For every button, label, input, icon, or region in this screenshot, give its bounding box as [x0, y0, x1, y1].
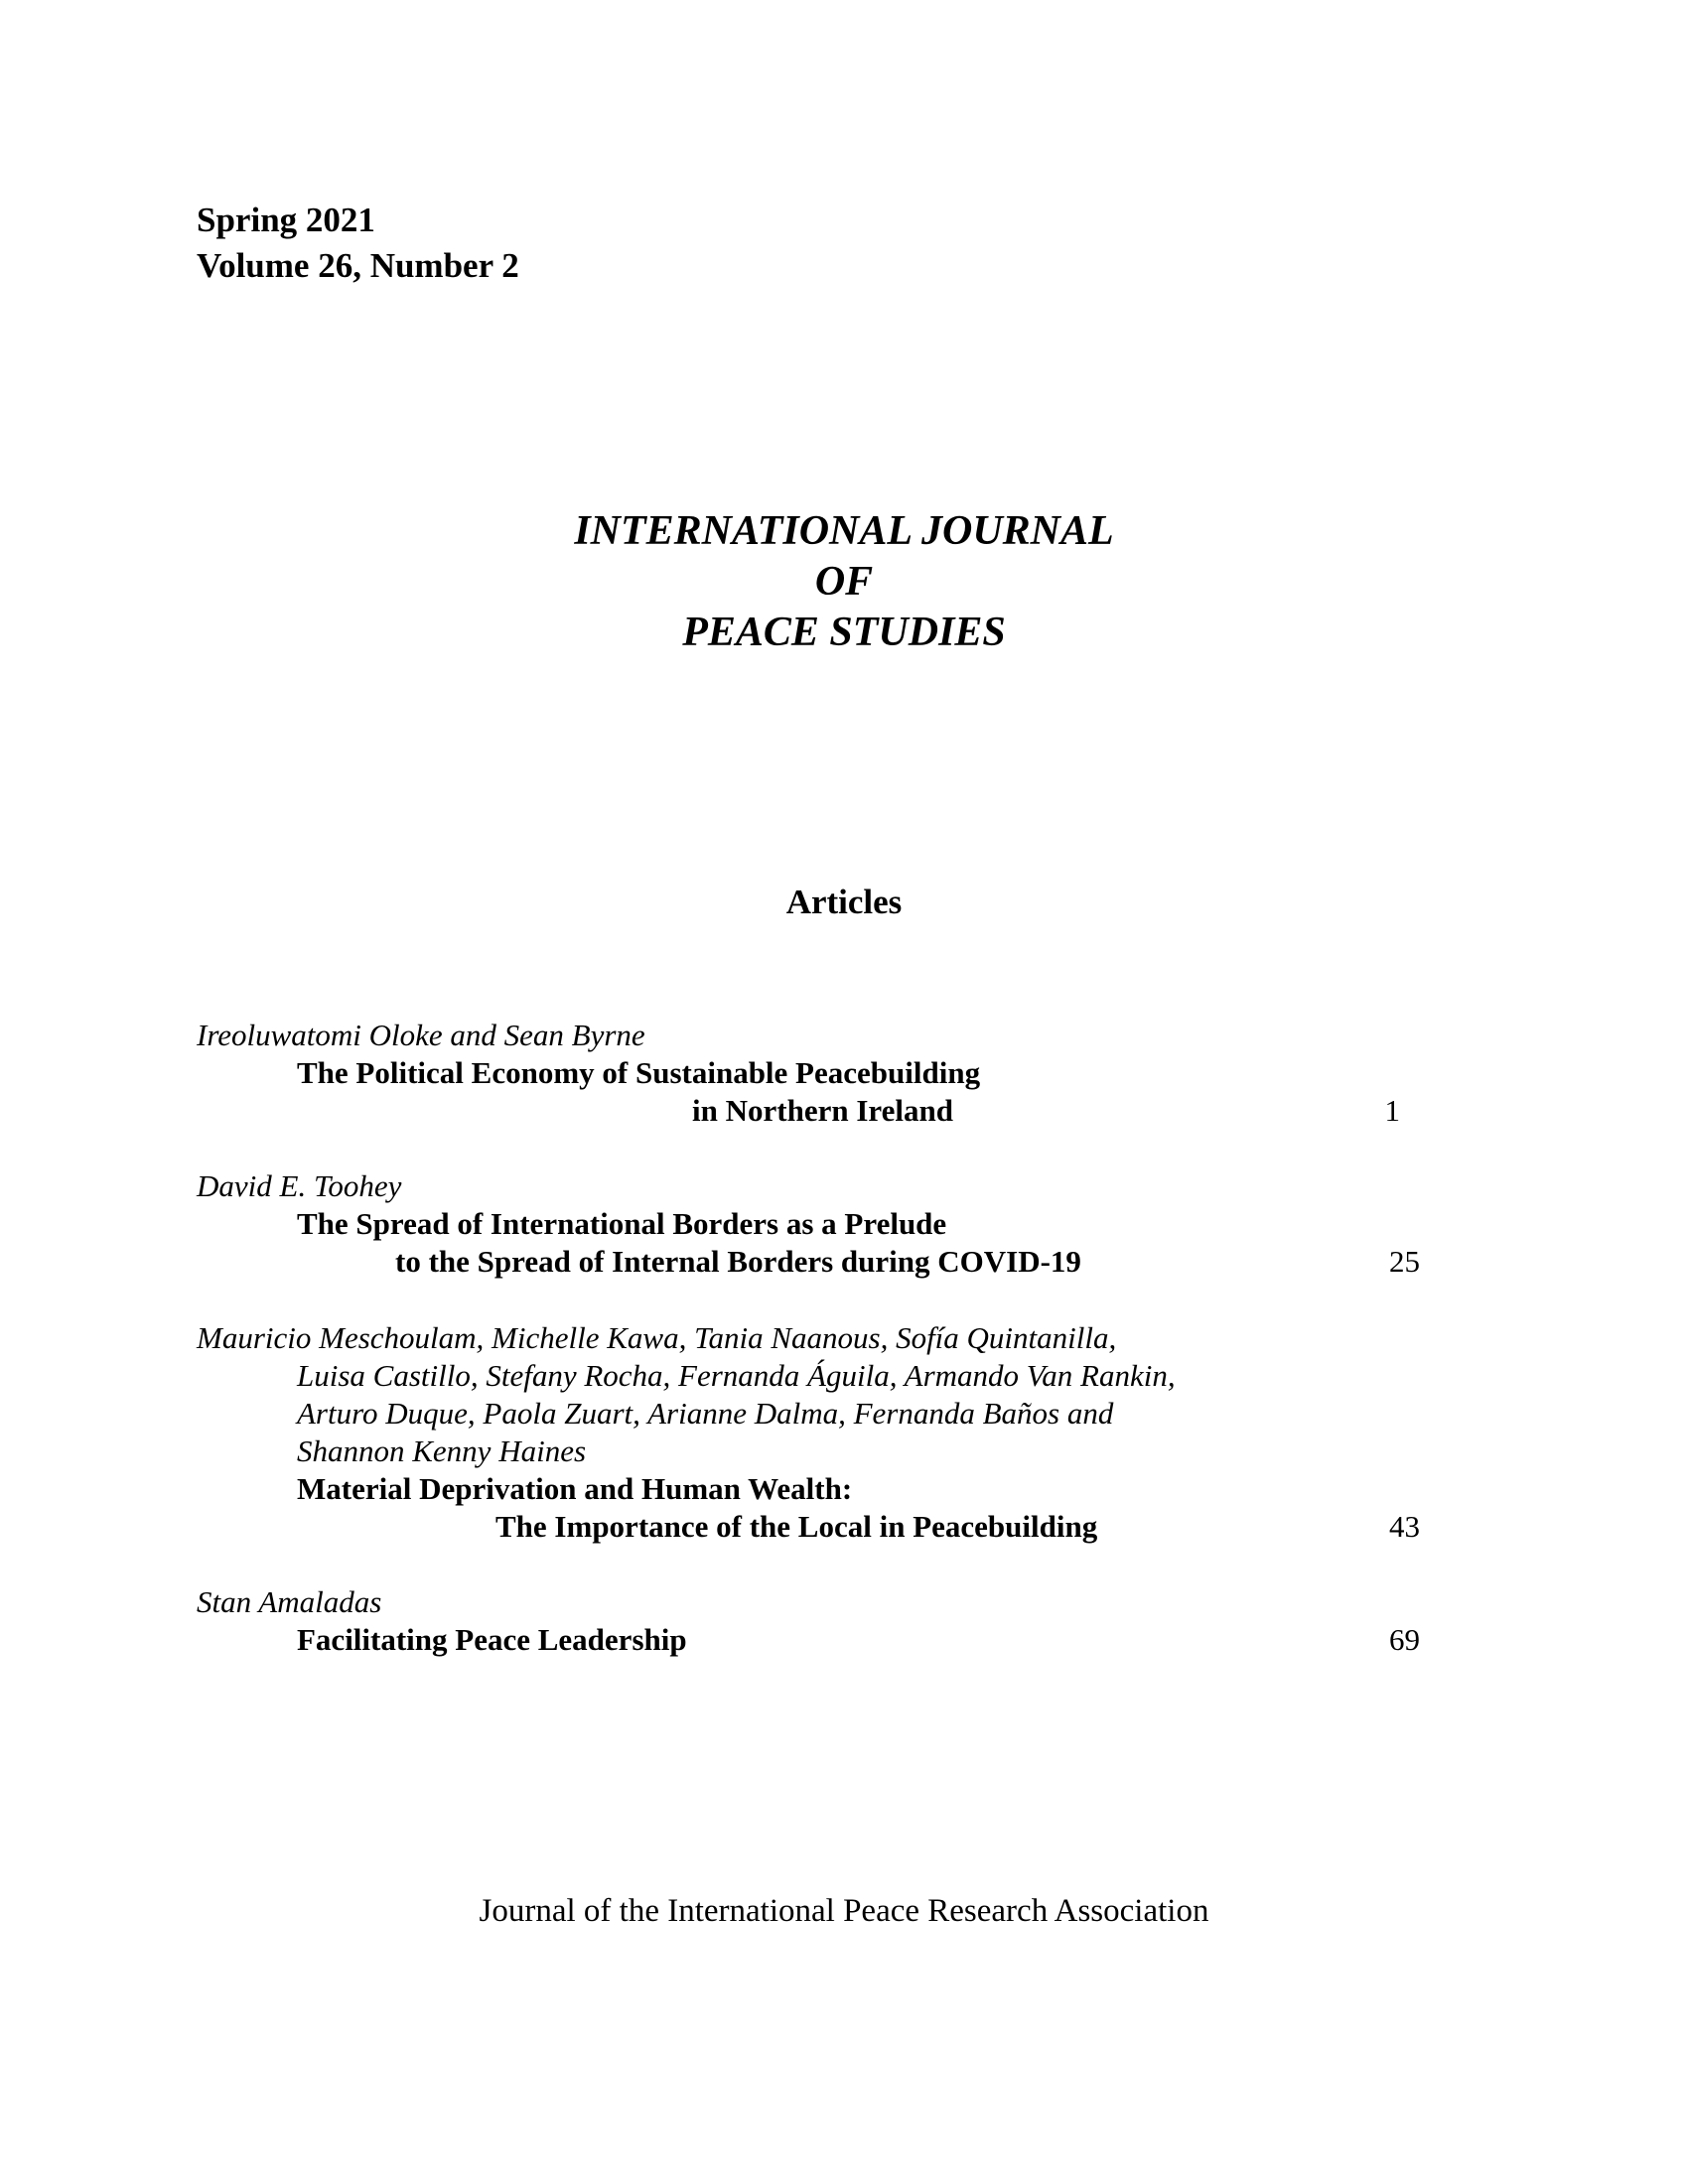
toc-title-line-1[interactable]: Material Deprivation and Human Wealth:	[297, 1471, 853, 1506]
toc-page-number: 1	[1384, 1093, 1400, 1128]
toc-authors-line-2: Luisa Castillo, Stefany Rocha, Fernanda Águila, Armando Van Rankin,	[297, 1358, 1176, 1393]
toc-title-line-2[interactable]: to the Spread of Internal Borders during COVID-19	[395, 1244, 1081, 1279]
journal-footer: Journal of the International Peace Research Association	[479, 1893, 1209, 1929]
toc-title-line-1[interactable]: The Spread of International Borders as a Prelude	[297, 1206, 947, 1241]
journal-title-line-3: PEACE STUDIES	[682, 610, 1006, 655]
journal-title-line-1: INTERNATIONAL JOURNAL	[574, 508, 1114, 554]
toc-title-line-1[interactable]: The Political Economy of Sustainable Peacebuilding	[297, 1055, 981, 1090]
articles-heading: Articles	[785, 883, 903, 921]
toc-page-number: 69	[1389, 1622, 1420, 1657]
toc-authors: David E. Toohey	[197, 1168, 402, 1203]
toc-authors-line-1: Mauricio Meschoulam, Michelle Kawa, Tania Naanous, Sofía Quintanilla,	[197, 1320, 1117, 1355]
toc-authors: Ireoluwatomi Oloke and Sean Byrne	[197, 1018, 645, 1052]
toc-title-line-1[interactable]: Facilitating Peace Leadership	[297, 1622, 687, 1657]
toc-authors-line-4: Shannon Kenny Haines	[297, 1433, 587, 1468]
toc-title-line-2[interactable]: in Northern Ireland	[692, 1093, 953, 1128]
volume-number: Volume 26, Number 2	[197, 246, 519, 285]
issue-date: Spring 2021	[197, 201, 375, 239]
toc-page-number: 43	[1389, 1509, 1420, 1544]
toc-authors-line-3: Arturo Duque, Paola Zuart, Arianne Dalma, Fernanda Baños and	[297, 1396, 1114, 1431]
toc-page-number: 25	[1389, 1244, 1420, 1279]
toc-authors: Stan Amaladas	[197, 1584, 382, 1619]
toc-title-line-2[interactable]: The Importance of the Local in Peacebuilding	[495, 1509, 1098, 1544]
journal-title-line-2: OF	[814, 559, 874, 605]
